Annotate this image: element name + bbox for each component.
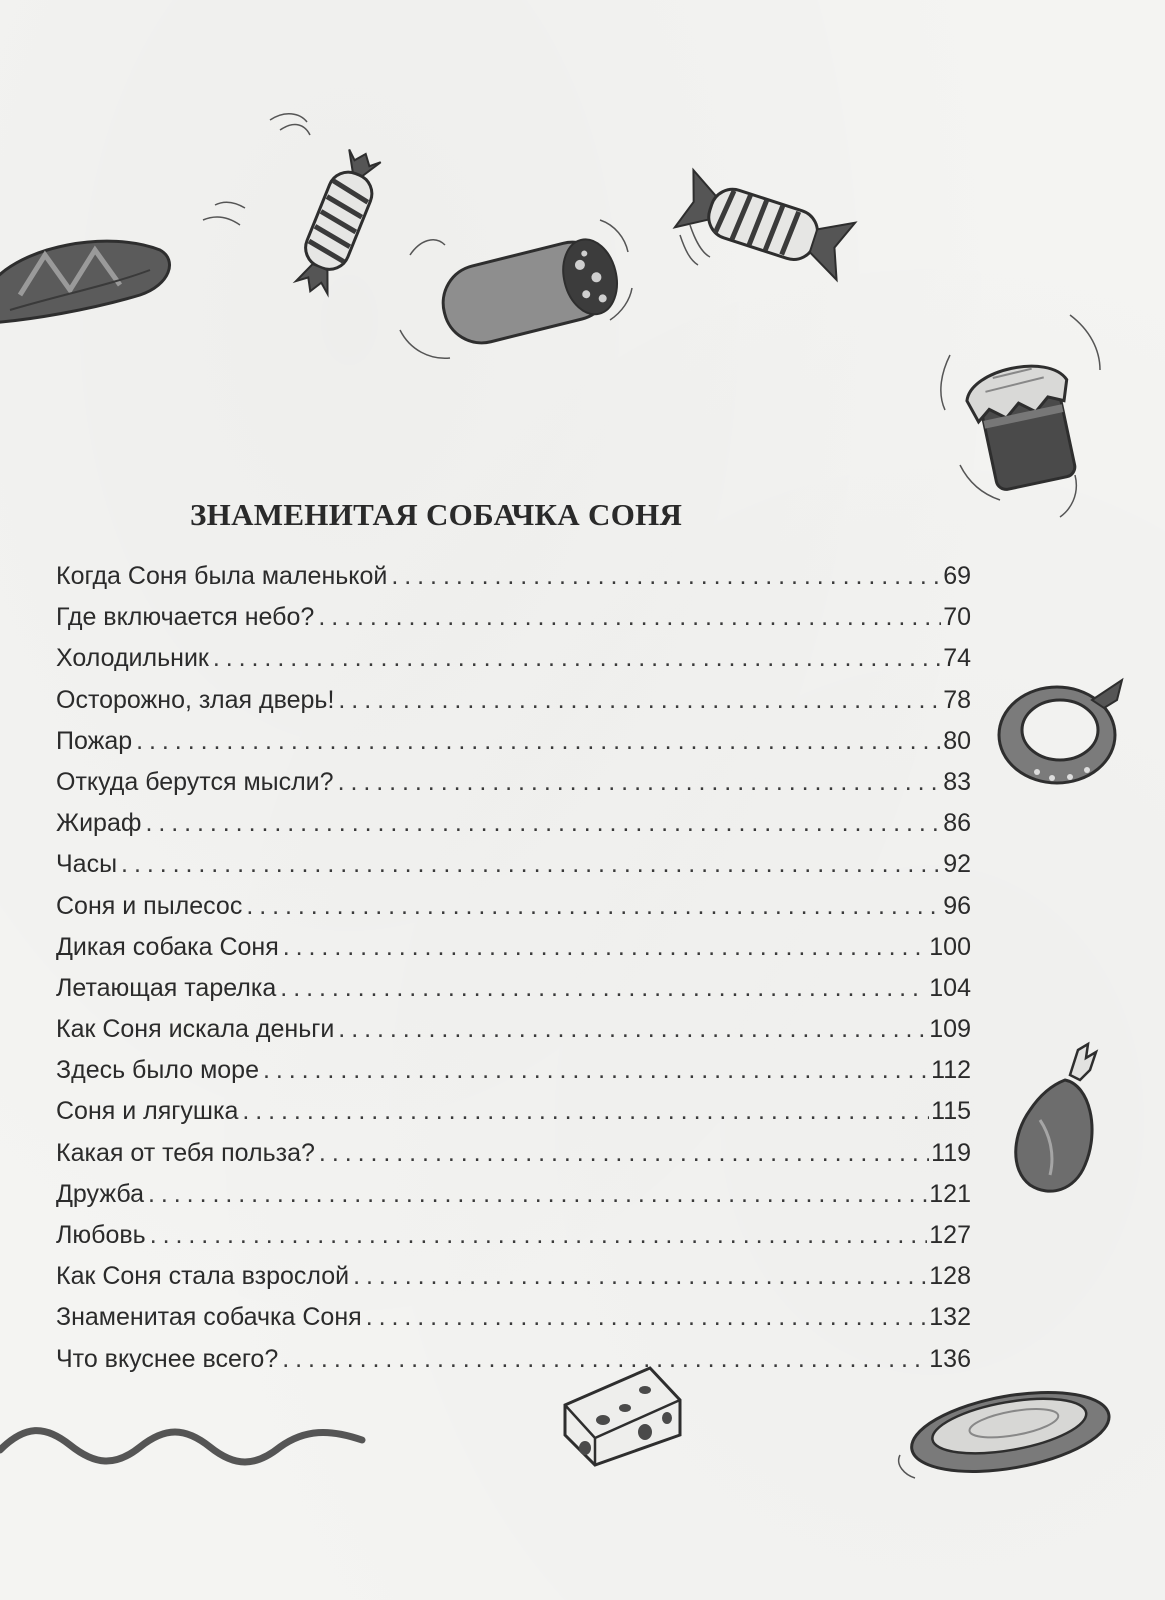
toc-entry (56, 1174, 971, 1215)
toc-entry-title: Когда Соня была маленькой (56, 562, 388, 590)
toc-entry-page-number: 109 (929, 1015, 971, 1044)
jam-jar-icon (920, 295, 1120, 525)
toc-dot-leader (366, 1297, 928, 1338)
toc-entry (56, 1091, 971, 1132)
dog-collar-icon (992, 660, 1142, 800)
toc-entry-page-number: 100 (929, 932, 971, 961)
toc-entry-page-number: 112 (931, 1056, 971, 1085)
toc-dot-leader (242, 1091, 929, 1132)
toc-entry-title: Соня и пылесос (56, 891, 243, 920)
toc-entry-page-number: 127 (929, 1221, 971, 1249)
toc-entry-title: Осторожно, злая дверь! (56, 685, 335, 714)
toc-entry-page-number: 136 (929, 1344, 971, 1373)
toc-entry-title: Часы (56, 850, 118, 879)
toc-entry-page-number: 69 (943, 562, 971, 590)
toc-dot-leader (150, 1215, 928, 1256)
toc-dot-leader (283, 927, 928, 968)
toc-entry-title: Какая от тебя польза? (56, 1138, 315, 1167)
toc-dot-leader (136, 721, 941, 762)
toc-dot-leader (246, 886, 941, 927)
toc-entry (56, 1050, 971, 1091)
toc-entry (56, 927, 971, 968)
salami-icon (400, 200, 660, 370)
toc-entry (56, 1297, 971, 1338)
toc-entry-page-number: 121 (929, 1179, 971, 1208)
toc-entry (56, 844, 971, 885)
toc-entry-title: Здесь было море (56, 1056, 259, 1085)
toc-entry (56, 762, 971, 803)
toc-entry (56, 886, 971, 927)
toc-dot-leader (318, 597, 941, 638)
toc-entry-page-number: 96 (943, 891, 971, 920)
toc-entry (56, 638, 971, 679)
dog-bowl-icon (900, 1370, 1130, 1490)
toc-entry (56, 721, 971, 762)
toc-entry (56, 968, 971, 1009)
toc-dot-leader (353, 1256, 927, 1297)
toc-entry-title: Летающая тарелка (56, 973, 277, 1002)
table-of-contents (56, 556, 971, 1380)
sausage-icon (0, 225, 180, 325)
toc-entry (56, 597, 971, 638)
toc-entry-page-number: 132 (929, 1303, 971, 1332)
toc-dot-leader (148, 1174, 927, 1215)
chicken-leg-icon (1010, 1040, 1130, 1215)
toc-entry-title: Как Соня стала взрослой (56, 1262, 350, 1291)
toc-entry-title: Пожар (56, 726, 133, 755)
toc-entry-title: Дружба (56, 1179, 144, 1208)
toc-entry-page-number: 119 (931, 1138, 971, 1167)
toc-entry (56, 803, 971, 844)
wavy-line-icon (0, 1415, 370, 1485)
toc-dot-leader (338, 1009, 927, 1050)
toc-dot-leader (338, 762, 942, 803)
toc-entry-page-number: 78 (943, 685, 971, 714)
toc-dot-leader (391, 556, 941, 597)
toc-entry (56, 1009, 971, 1050)
toc-entry-title: Знаменитая собачка Соня (56, 1303, 362, 1332)
toc-entry (56, 1133, 971, 1174)
toc-dot-leader (282, 1339, 927, 1380)
toc-dot-leader (263, 1050, 929, 1091)
toc-entry (56, 1339, 971, 1380)
toc-entry (56, 1215, 971, 1256)
toc-entry-title: Жираф (56, 809, 142, 838)
toc-entry-page-number: 70 (943, 603, 971, 632)
toc-entry-page-number: 104 (929, 973, 971, 1002)
toc-entry-title: Холодильник (56, 644, 209, 673)
toc-entry-title: Как Соня искала деньги (56, 1015, 335, 1044)
toc-entry-page-number: 83 (943, 767, 971, 796)
toc-entry (56, 556, 971, 597)
candy-icon (660, 145, 870, 315)
toc-entry-title: Соня и лягушка (56, 1097, 239, 1126)
toc-entry-title: Любовь (56, 1221, 146, 1249)
toc-entry-title: Что вкуснее всего? (56, 1344, 279, 1373)
toc-dot-leader (213, 638, 941, 679)
section-heading: ЗНАМЕНИТАЯ СОБАЧКА СОНЯ (190, 497, 683, 532)
toc-entry-title: Откуда берутся мысли? (56, 767, 334, 796)
toc-dot-leader (319, 1133, 929, 1174)
toc-dot-leader (338, 680, 941, 721)
toc-entry (56, 1256, 971, 1297)
toc-entry-page-number: 115 (931, 1097, 971, 1126)
toc-entry-title: Дикая собака Соня (56, 932, 279, 961)
toc-entry-page-number: 128 (929, 1262, 971, 1291)
toc-dot-leader (145, 803, 941, 844)
toc-entry (56, 680, 971, 721)
toc-entry-page-number: 92 (943, 850, 971, 879)
toc-dot-leader (121, 844, 941, 885)
toc-entry-page-number: 74 (943, 644, 971, 673)
toc-entry-title: Где включается небо? (56, 603, 315, 632)
toc-entry-page-number: 80 (943, 726, 971, 755)
toc-dot-leader (280, 968, 927, 1009)
toc-entry-page-number: 86 (943, 809, 971, 838)
candy-icon (185, 110, 385, 320)
